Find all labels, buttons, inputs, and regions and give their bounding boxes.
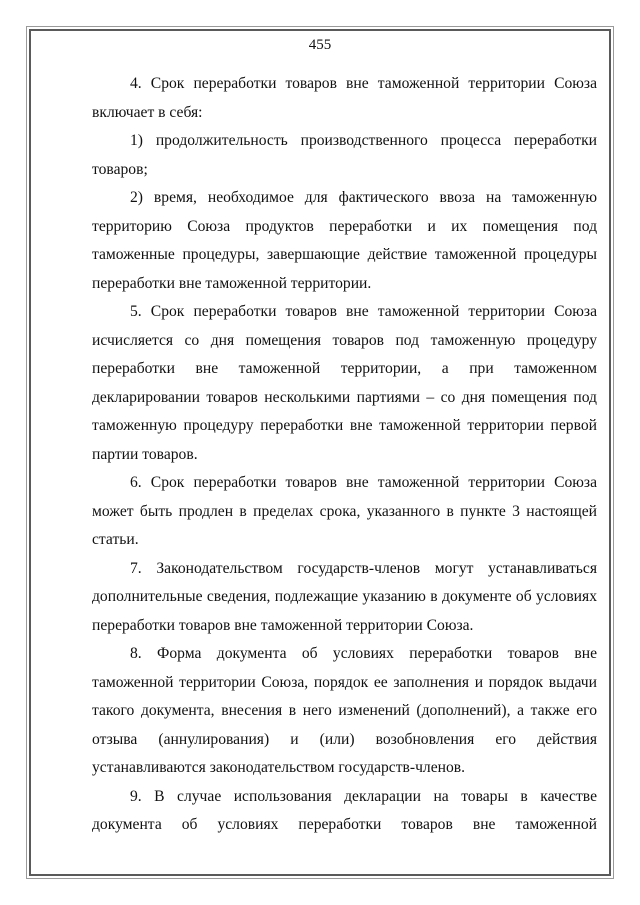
paragraph-4: 4. Срок переработки товаров вне таможенной территории Союза включает в себя: xyxy=(92,75,597,121)
paragraph-9: 9. В случае использования декларации на товары в качестве документа об условиях переработки товаров вне таможенной xyxy=(92,787,597,833)
paragraph-5: 5. Срок переработки товаров вне таможенной территории Союза исчисляется со дня помещения товаров под таможенную процедуру переработки вне таможенной территории, а при таможенном декларировании товаров несколькими партиями – со дня помещения под таможенную процедуру переработки вне таможенной территории первой партии товаров. xyxy=(92,303,597,463)
document-body xyxy=(92,70,597,840)
paragraph-6: 6. Срок переработки товаров вне таможенной территории Союза может быть продлен в пределах срока, указанного в пункте 3 настоящей статьи. xyxy=(92,474,597,548)
paragraph-8: 8. Форма документа об условиях переработки товаров вне таможенной территории Союза, порядок ее заполнения и порядок выдачи такого документа, внесения в него изменений (дополнений), а также его отзыва (аннулирования) и (или) возобновления его действия устанавливаются законодательством государств-членов. xyxy=(92,645,597,776)
paragraph-7: 7. Законодательством государств-членов могут устанавливаться дополнительные сведения, подлежащие указанию в документе об условиях переработки товаров вне таможенной территории Союза. xyxy=(92,559,597,634)
paragraph-4-item-1: 1) продолжительность производственного процесса переработки товаров; xyxy=(92,132,597,178)
page-number: 455 xyxy=(308,37,332,53)
paragraph-4-item-2: 2) время, необходимое для фактического ввоза на таможенную территорию Союза продуктов переработки и их помещения под таможенные процедуры, завершающие действие таможенной процедуры переработки вне таможенной территории. xyxy=(92,189,597,292)
